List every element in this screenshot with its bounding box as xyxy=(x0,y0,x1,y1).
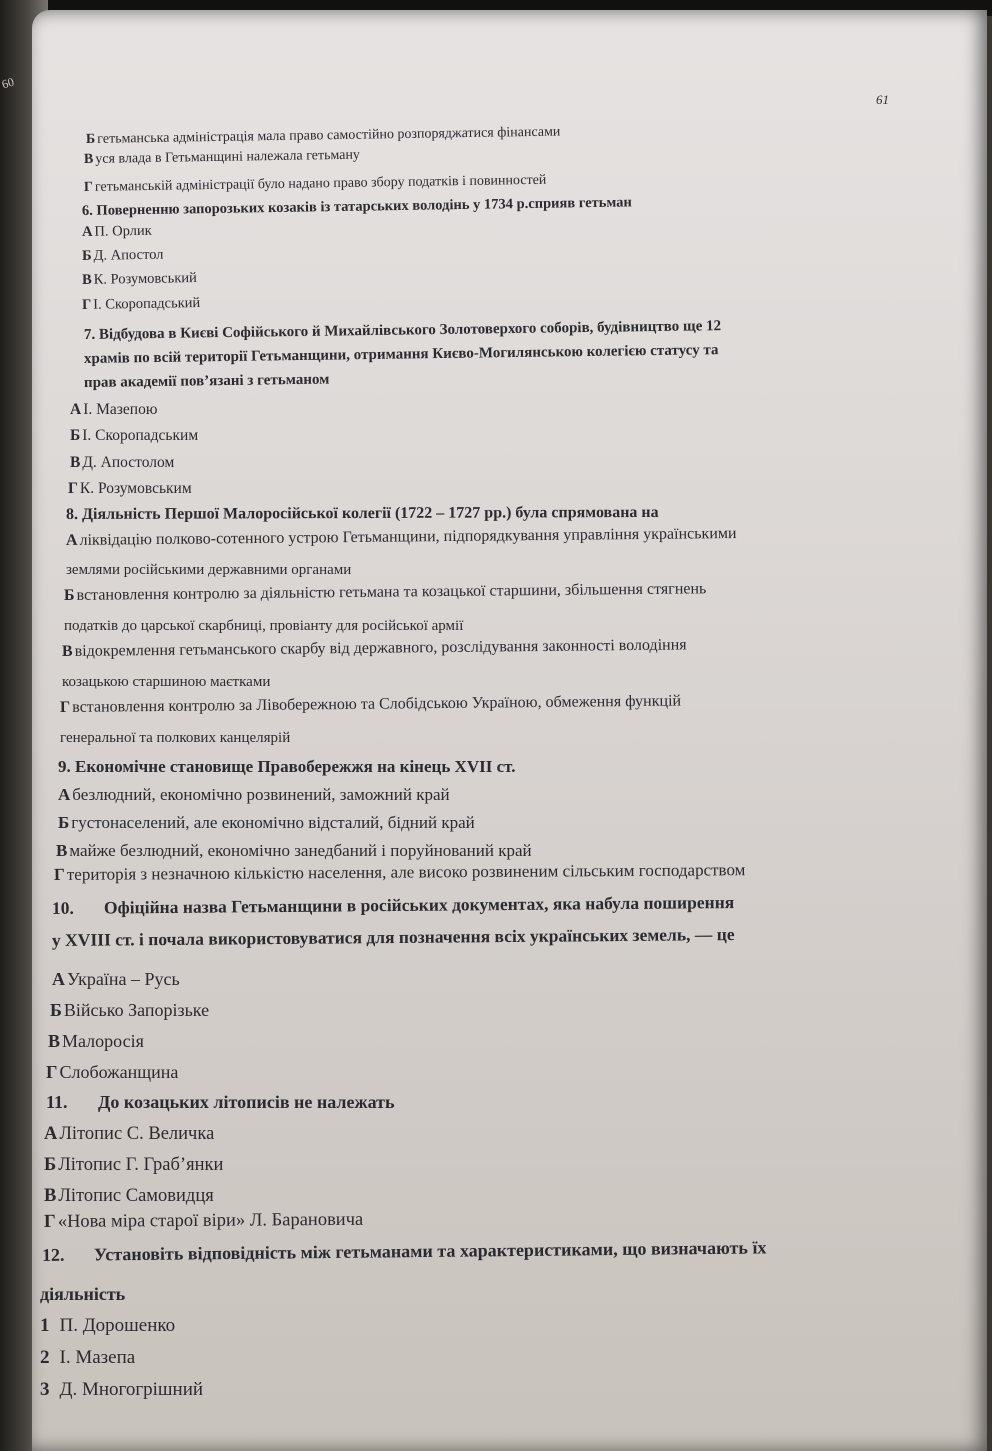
option-v-q5: В уся влада в Гетьманщині належала гетьману xyxy=(83,147,360,167)
option-v-q7: В Д. Апостолом xyxy=(70,454,175,471)
option-h-q6: Г І. Скоропадський xyxy=(81,294,201,313)
option-v-q11: В Літопис Самовидця xyxy=(44,1186,214,1206)
question-9: 9. Економічне становище Правобережжя на кінець XVII ст. xyxy=(58,757,516,776)
option-h-q7: Г К. Розумовським xyxy=(68,480,192,497)
question-6: 6. Поверненню запорозьких козаків із татарських володінь у 1734 р.сприяв гетьман xyxy=(81,194,632,219)
option-a-q11: А Літопис С. Величка xyxy=(44,1124,215,1144)
option-h-q8-line-1: Г встановлення контролю за Лівобережною та Слобідською Україною, обмеження функцій xyxy=(59,692,682,716)
question-12-line-2: діяльність xyxy=(40,1284,126,1304)
question-7-line-1: 7. Відбудова в Києві Софійського й Михайлівського Золотоверхого соборів, будівництво ще 12 xyxy=(83,318,722,343)
option-v-q6: В К. Розумовський xyxy=(81,269,197,288)
option-h-q9: Г територія з незначною кількістю населення, але високо розвиненим сільським господарством xyxy=(53,860,746,884)
question-10-line-2: у XVIII ст. і почала використовуватися для позначення всіх українських земель, — це xyxy=(51,924,735,950)
question-12-line-1: 12. Установіть відповідність між гетьманами та характеристиками, що визначають їх xyxy=(41,1237,767,1265)
question-8: 8. Діяльність Першої Малоросійської колегії (1722 – 1727 рр.) була спрямована на xyxy=(65,503,659,523)
option-a-q8-line-1: А ліквідацію полково-сотенного устрою Гетьманщини, підпорядкування управління українськими xyxy=(65,524,737,549)
option-v-q8-line-2: козацькою старшиною маєтками xyxy=(62,674,271,690)
option-v-q9: В майже безлюдний, економічно занедбаний і поруйнований край xyxy=(56,841,532,860)
page-number: 61 xyxy=(876,92,889,107)
option-a-q6: А П. Орлик xyxy=(81,222,152,240)
option-a-q7: А І. Мазепою xyxy=(70,401,158,418)
option-b-q9: Б густонаселений, але економічно відсталий, бідний край xyxy=(58,813,475,832)
option-b-q8-line-1: Б встановлення контролю за діяльністю гетьмана та козацької старшини, збільшення стягнень xyxy=(63,580,707,604)
option-h-q11: Г «Нова міра старої віри» Л. Барановича xyxy=(43,1209,364,1232)
option-b-q8-line-2: податків до царської скарбниці, провіанту для російської армії xyxy=(64,618,464,634)
option-b-q5: Б гетьманська адміністрація мала право самостійно розпоряджатися фінансами xyxy=(85,124,561,147)
option-a-q8-line-2: землями російськими державними органами xyxy=(66,562,352,578)
option-h-q8-line-2: генеральної та полкових канцелярій xyxy=(60,730,291,746)
option-b-q7: Б І. Скоропадським xyxy=(70,427,199,444)
option-b-q10: Б Військо Запорізьке xyxy=(50,1000,210,1020)
question-7-line-2: храмів по всій території Гетьманщини, отримання Києво-Могилянською колегією статусу та xyxy=(83,342,719,367)
hetman-item-1: 1 П. Дорошенко xyxy=(40,1315,176,1336)
option-v-q10: В Малоросія xyxy=(48,1031,144,1051)
question-10-line-1: 10. Офіційна назва Гетьманщини в російських документах, яка набула поширення xyxy=(51,892,735,918)
option-v-q8-line-1: В відокремлення гетьманського скарбу від державного, розслідування законності володіння xyxy=(61,636,687,660)
option-a-q9: А безлюдний, економічно розвинений, заможний край xyxy=(58,785,450,804)
hetman-item-3: 3 Д. Многогрішний xyxy=(40,1379,204,1400)
hetman-item-2: 2 І. Мазепа xyxy=(40,1347,136,1368)
question-11: 11. До козацьких літописів не належать xyxy=(46,1092,395,1112)
option-b-q11: Б Літопис Г. Граб’янки xyxy=(44,1155,224,1175)
option-a-q10: А Україна – Русь xyxy=(52,969,180,989)
option-h-q10: Г Слобожанщина xyxy=(46,1062,179,1082)
option-h-q5: Г гетьманській адміністрації було надано право збору податків і повинностей xyxy=(83,172,547,195)
option-b-q6: Б Д. Апостол xyxy=(81,246,164,264)
question-7-line-3: прав академії пов’язані з гетьманом xyxy=(83,371,330,391)
previous-page-number: 60 xyxy=(0,74,16,92)
